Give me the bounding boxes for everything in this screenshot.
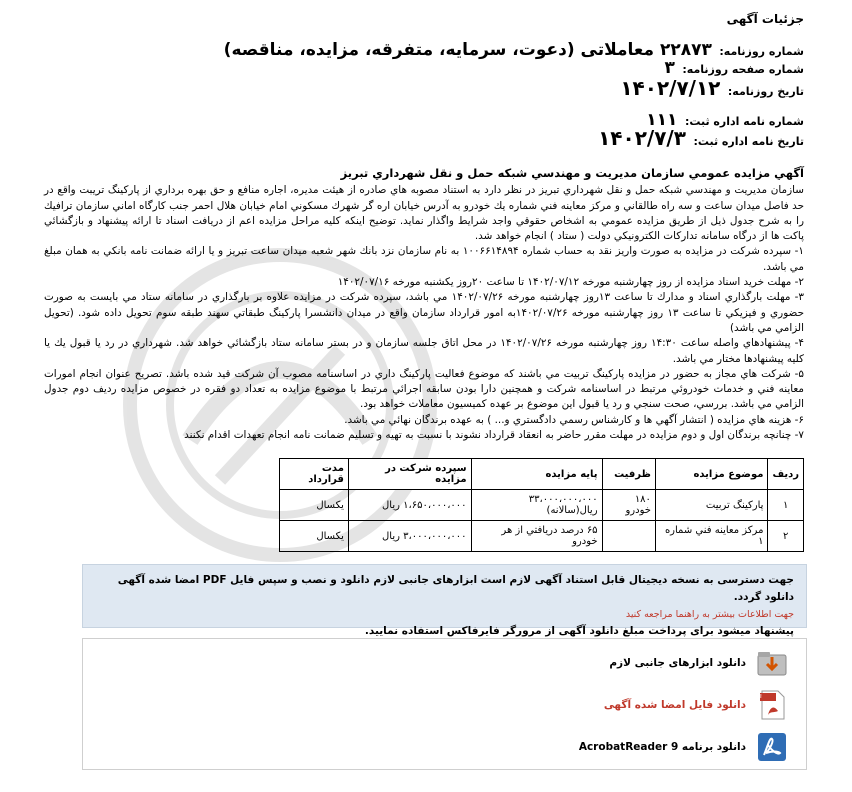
table-row xyxy=(280,490,804,521)
ad-paragraph: ۵- شركت هاي مجاز به حضور در مزايده پاركينگ تربيت مي باشند كه موضوع فعاليت پاركينگ داري در اساسنامه مصوب آن شركت قيد شده باشد. تصريح عنوان انجام امورات معاينه فني و خدمات خودروئي مرتبط در اساسنامه شركت و همچنين دارا بودن سابقه اجرائي مرتبط با موضوع مزايده به تعداد دو فقره در خصوص مزايده رديف دوم جدول الزامي مي باشد. بررسي، صحت سنجي و رد يا قبول اين موضوع بر عهده كميسيون معاملات خواهد بود. xyxy=(44,367,804,411)
ad-paragraph: ۷- چنانچه برندگان اول و دوم مزايده در مهلت مقرر حاضر به انعقاد قرارداد نشوند با نسبت به تهيه و تسليم ضمانت نامه انجام تعهدات اقدام نكنند xyxy=(184,429,804,442)
cell-row-number: ۲ xyxy=(768,521,804,552)
registry-letter-date xyxy=(598,126,804,150)
header-subject: موضوع مزايده xyxy=(655,459,768,490)
ad-paragraph: ۶- هزينه هاي مزايده ( انتشار آگهي ها و كارشناس رسمي دادگستري و... ) به عهده برندگان نهائي مي باشد. xyxy=(344,413,804,426)
cell-deposit: ۱،۶۵۰،۰۰۰،۰۰۰ ريال xyxy=(348,490,471,521)
notice-line-firefox: پیشنهاد میشود برای پرداخت مبلغ دانلود آگهی از مرورگر فایرفاکس استفاده نمایید. xyxy=(364,625,794,637)
header-deposit: سپرده شركت در مزايده xyxy=(348,459,471,490)
page-number-value: ۳ xyxy=(664,58,675,78)
cell-base-price: ۳۳،۰۰۰،۰۰۰،۰۰۰ ريال(سالانه) xyxy=(471,490,602,521)
page-number-label: شماره صفحه روزنامه: xyxy=(682,63,804,76)
newspaper-number xyxy=(224,40,804,60)
folder-download-icon xyxy=(756,647,788,679)
download-tools-link[interactable] xyxy=(609,647,788,679)
cell-capacity xyxy=(602,521,655,552)
download-pdf-label[interactable]: دانلود فایل امضا شده آگهی xyxy=(603,699,746,711)
header-capacity: ظرفيت xyxy=(602,459,655,490)
cell-capacity: ۱۸۰ خودرو xyxy=(602,490,655,521)
ad-paragraph: ۱- سپرده شركت در مزايده به صورت واريز نقد به حساب شماره ۱۰۰۶۶۱۴۸۹۴ به نام سازمان نزد بانك شهر شعبه ميدان ساعت تبريز و يا ارائه ضمانت نامه بانكي به همان مبلغ مي باشد. xyxy=(44,245,804,273)
notice-line-download: جهت دسترسی به نسخه دیجیتال قابل استناد آگهی لازم است ابزارهای جانبی لازم دانلود و نصب و سپس فایل PDF امضا شده آگهی دانلود گردد. xyxy=(117,574,794,603)
table-row xyxy=(280,521,804,552)
download-notice xyxy=(82,564,807,637)
download-reader-link[interactable] xyxy=(579,731,788,763)
auction-table xyxy=(279,458,804,552)
registry-letter-label: شماره نامه اداره ثبت: xyxy=(684,115,804,128)
ad-paragraph: ۴- پيشنهادهاي واصله ساعت ۱۴:۳۰ روز چهارشنبه مورخه ۱۴۰۲/۰۷/۲۶ در محل اتاق جلسه سازمان و در بستر سامانه ستاد بازگشائي خواهد شد. شهرداري در رد يا قبول يك يا كليه پيشنهادها مختار مي باشد. xyxy=(44,337,804,365)
cell-base-price: ۶۵ درصد دريافتي از هر خودرو xyxy=(471,521,602,552)
table-header-row xyxy=(280,459,804,490)
cell-subject: مركز معاينه فني شماره ۱ xyxy=(655,521,768,552)
registry-date-label: تاریخ نامه اداره ثبت: xyxy=(693,135,804,148)
download-pdf-link[interactable] xyxy=(604,689,788,721)
svg-text:PDF: PDF xyxy=(746,693,762,702)
cell-contract-duration: يكسال xyxy=(280,521,349,552)
cell-row-number: ۱ xyxy=(768,490,804,521)
ad-body xyxy=(44,166,804,443)
newspaper-number-label: شماره روزنامه: xyxy=(719,45,804,58)
help-link[interactable]: جهت اطلاعات بیشتر به راهنما مراجعه کنید xyxy=(625,609,794,620)
ad-paragraph: سازمان مديريت و مهندسي شبكه حمل و نقل شهرداري تبريز در نظر دارد به استناد مصوبه هاي صادره از هيئت مديره، اجاره منافع و حق بهره برداري از پاركينگ تريبت واقع در حد فاصل ميدان ساعت و سه راه طالقاني و مركز معاينه فني شماره يك خودرو به آدرس خيابان اره گر شهرك مسكوني امام خيابان هلال احمر جنب كارگاه اماني سازمان ترافيك را به شرح جدول ذيل از طريق مزايده عمومي به اشخاص حقوقي واجد شرايط واگذار نمايد. توضيح اينكه كليه مراحل مزايده اعم از دريافت اسناد تا ارائه پيشنهاد و بازگشائي پاكت ها از درگاه سامانه تداركات الكترونيكي دولت ( ستاد ) انجام خواهد شد. xyxy=(44,184,804,243)
header-base-price: پايه مزايده xyxy=(471,459,602,490)
newspaper-date-label: تاریخ روزنامه: xyxy=(727,85,804,98)
cell-contract-duration: يكسال xyxy=(280,490,349,521)
pdf-file-icon xyxy=(746,689,788,721)
ad-paragraph: ۳- مهلت بارگذاري اسناد و مدارك تا ساعت ۱۳روز چهارشنبه مورخه ۱۴۰۲/۰۷/۲۶ مي باشد، سپرده شركت در مزايده علاوه بر بارگذاري در سامانه ستاد مي بايست به صورت حضوري و فيزيكي تا ساعت ۱۳ روز چهارشنبه مورخه ۱۴۰۲/۰۷/۲۶به امور قرارداد سازمان واقع در ميدان دانشسرا پاركينگ طبقاتي سهند طبقه سوم تحويل داده شود. (تحويل الزامي مي باشد) xyxy=(44,291,805,334)
ad-paragraph: ۲- مهلت خريد اسناد مزايده از روز چهارشنبه مورخه ۱۴۰۲/۰۷/۱۲ تا ساعت ۲۰روز يكشنبه مورخه ۱۴۰۲/۰۷/۱۶ xyxy=(337,276,804,289)
download-reader-label[interactable]: دانلود برنامه AcrobatReader 9 xyxy=(578,741,746,753)
downloads-panel xyxy=(82,638,807,770)
registry-letter-value: ۱۱۱ xyxy=(646,110,678,130)
newspaper-date-value: ۱۴۰۲/۷/۱۲ xyxy=(620,76,721,100)
acrobat-reader-icon xyxy=(756,731,788,763)
newspaper-number-value: ۲۲۸۷۳ معاملاتی (دعوت، سرمایه، متفرقه، مزایده، مناقصه) xyxy=(223,40,712,60)
header-contract-duration: مدت قرارداد xyxy=(280,459,349,490)
cell-subject: پاركينگ تربيت xyxy=(655,490,768,521)
registry-date-value: ۱۴۰۲/۷/۳ xyxy=(598,126,686,150)
page-title: جزئیات آگهی xyxy=(726,12,804,26)
page-number xyxy=(665,58,805,78)
header-row-number: رديف xyxy=(768,459,804,490)
cell-deposit: ۳،۰۰۰،۰۰۰،۰۰۰ ريال xyxy=(348,521,471,552)
download-tools-label[interactable]: دانلود ابزارهای جانبی لازم xyxy=(609,657,746,669)
newspaper-date xyxy=(620,76,804,100)
ad-title: آگهي مزايده عمومي سازمان مديريت و مهندسي شبكه حمل و نقل شهرداري تبريز xyxy=(340,166,804,180)
